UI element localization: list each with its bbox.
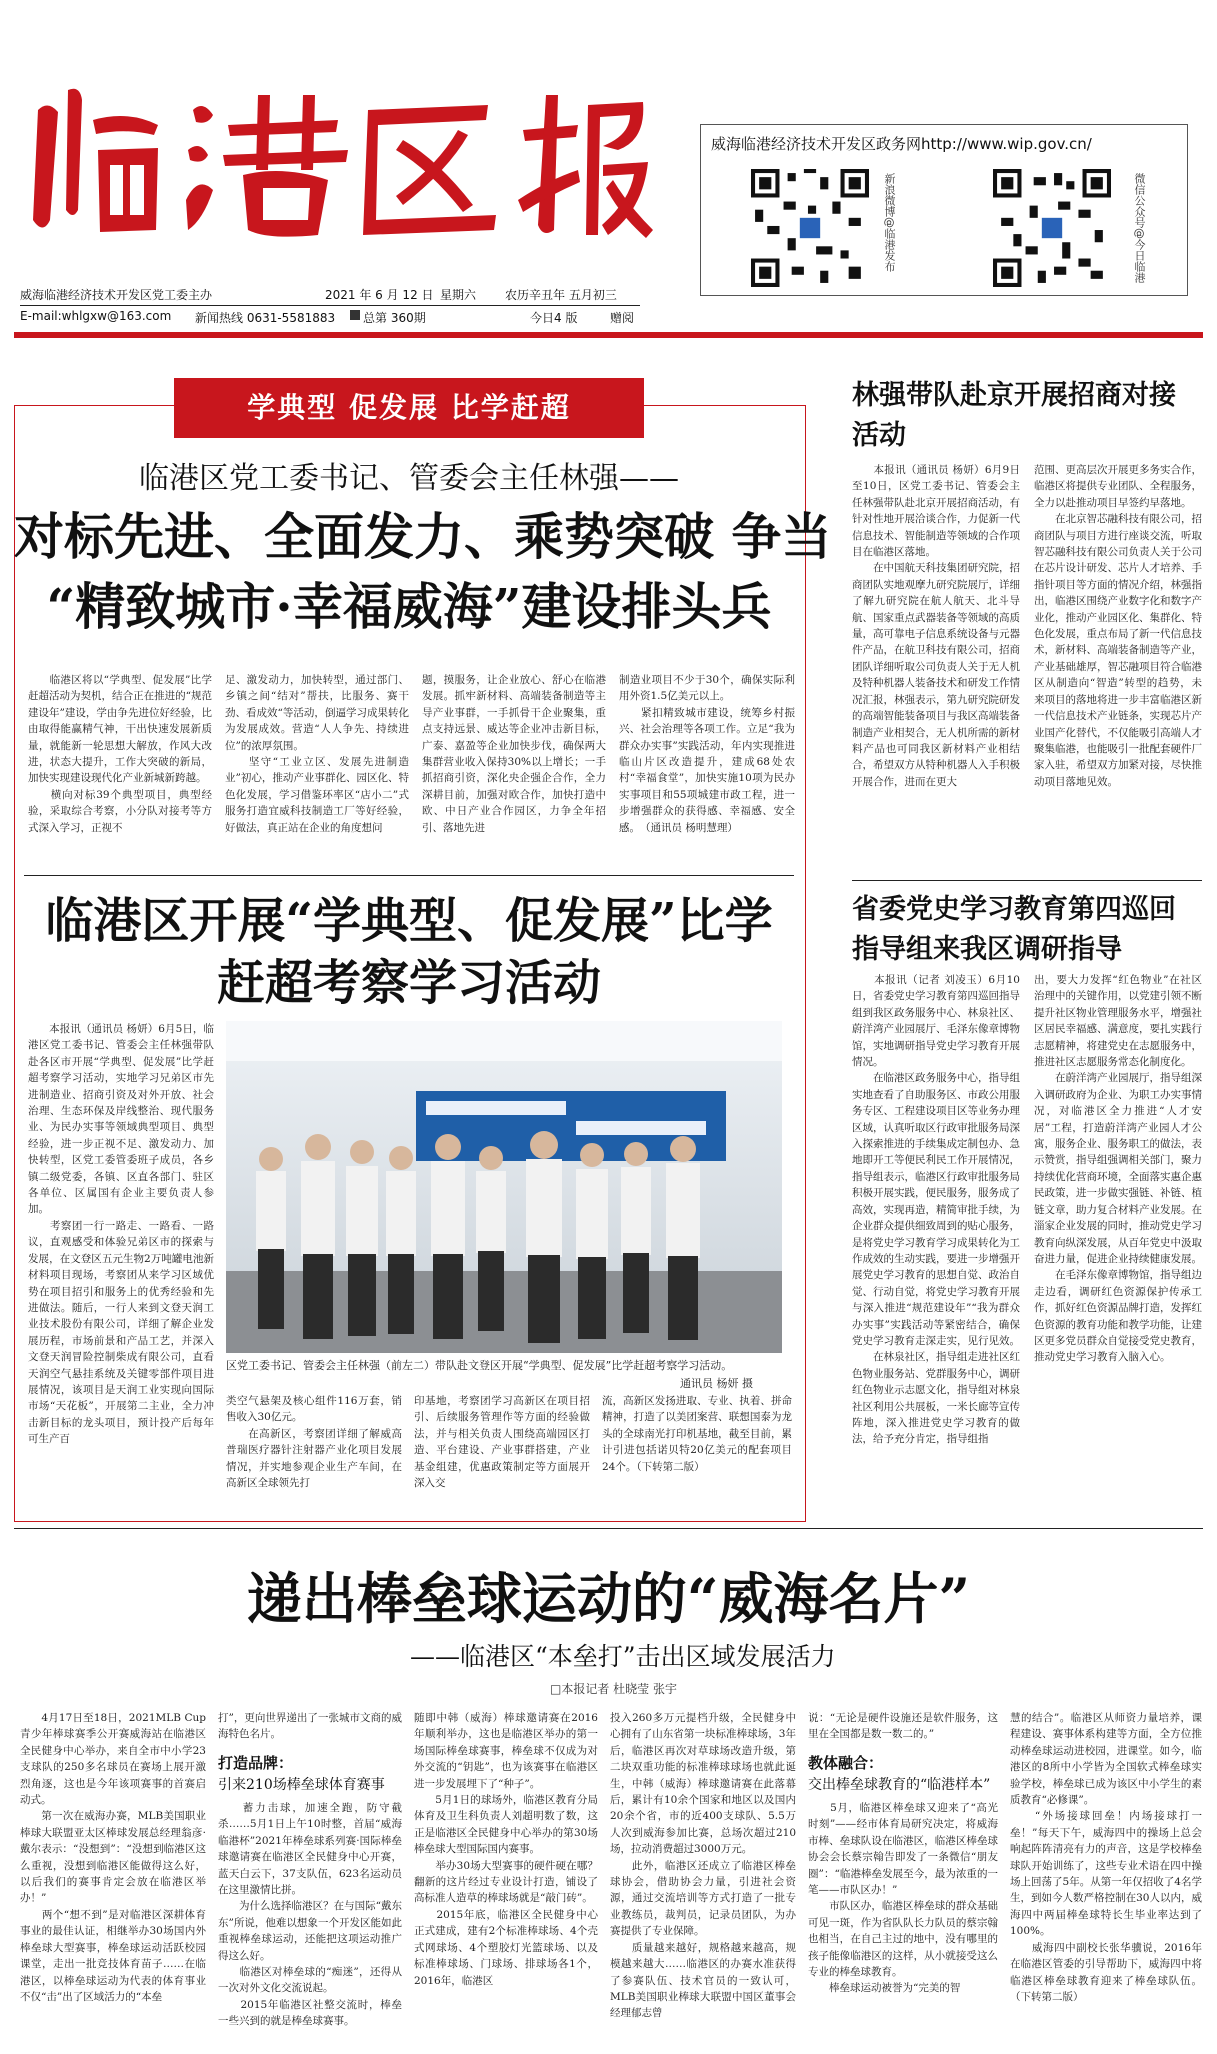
qr-label-weibo: 新浪微博@临港发布 — [883, 173, 896, 272]
feature-column-3: 随即中韩（威海）棒球邀请赛在2016年顺利举办，这也是临港区举办的第一场国际棒垒球赛事，棒垒球不仅成为对外交流的“钥匙”，也为该赛事在临港区进一步发展埋下了“种子”。 5月1日的球场外，临港区教育分局体育及卫生科负责人刘超明数了数，这正是临港区全民健身中心举办的第30场棒垒球大型国际国内赛事。 举办30场大型赛事的硬件硬在哪？翻新的这片经过专业设计打造，铺设了高标准人造草的棒球场就是“敲门砖”。 2015年底，临港区全民健身中心正式建成，建有2个标准棒球场、4个壳式网球场、4个塑胶灯光篮球场、以及标准棒球场、门球场、排球场各1个，2016年，临港区 — [414, 1712, 598, 1987]
feature-column-5-top: 说：“无论是硬件设施还是软件服务，这里在全国都是数一数二的。” — [808, 1712, 998, 1741]
feature-subtitle: ——临港区“本垒打”击出区域发展活力 — [410, 1642, 836, 1671]
feature-column-4: 投入260多万元提档升级，全民健身中心拥有了山东省第一块标准棒球场，3年后，临港区再次对草球场改造升级，第二块双重功能的标准棒球球场也就此诞生，中韩（威海）棒球邀请赛在此落幕后，累计有10余个国家和地区以及国内20余个省，市的近400支球队、5.5万人次到威海参加比赛，总场次超过210场，拉动消费超过3000万元。 此外，临港区还成立了临港区棒垒球协会，借助协会力量，引进社会资源，通过交流培训等方式打造了一批专业教练员，裁判员，记录员团队，为办赛提供了专业保障。 质量越来越好，规格越来越高，规模越来越大……临港区的办赛水准获得了参赛队伍、技术官员的一致认可，MLB美国职业棒球大联盟中国区董事会经理郁志曾 — [610, 1712, 796, 2020]
right-divider — [852, 880, 1202, 881]
publisher: 威海临港经济技术开发区党工委主办 — [20, 288, 213, 302]
contact-box — [700, 124, 1188, 296]
masthead-red-bar — [14, 332, 1203, 338]
feature-column-2-top: 打”，更向世界递出了一张城市文商的威海特色名片。 — [218, 1712, 402, 1741]
lead-column-4: 制造业项目不少于30个，确保实际利用外资1.5亿美元以上。 紧扣精致城市建设，统筹乡村振兴、社会治理等各项工作。立足“我为群众办实事”实践活动，年内实现推进临山片区改造提升，建成68处农村“幸福食堂”，加快实施10项为民办实事项目和55项城建市政工程，进一步增强群众的获得感、幸福感、安全感。 （通讯员 杨明慧理） — [619, 674, 795, 834]
info-row-2 — [20, 309, 840, 327]
info-divider — [20, 305, 640, 306]
feature-section2-subheading: 交出棒垒球教育的“临港样本” — [808, 1777, 991, 1793]
website-url[interactable]: 威海临港经济技术开发区政务网http://www.wip.gov.cn/ — [711, 135, 1092, 153]
square-icon — [350, 310, 360, 320]
feature-byline: □本报记者 杜晓莹 张宇 — [550, 1682, 677, 1696]
story2-headline-line2[interactable]: 赶超考察学习活动 — [216, 955, 601, 1011]
info-row-1 — [20, 286, 840, 304]
page-count: 今日4 版 — [530, 311, 578, 325]
lead-column-2: 足、激发动力，加快转型，通过部门、乡镇之间“结对”帮扶，比服务、赛干劲、看成效“等活动，倒逼学习成果转化为发展成效。营造“人人争先、持续进位”的浓厚氛围。 坚守“工业立区、发展先进制造业”初心，推动产业事群化、园区化、特色化发展，学习借鉴环率区“店小二”式服务打造宜威科技制造工厂等好经验，好做法，真正站在企业的角度想问 — [225, 674, 409, 834]
issue-number: 总第 360期 — [363, 311, 426, 325]
feature-section1-heading: 打造品牌： — [218, 1754, 294, 1772]
issue-date: 2021 年 6 月 12 日 — [325, 288, 434, 302]
feature-column-6: 慧的结合”。临港区从师资力量培养，课程建设、赛事体系构建等方面，全方位推动棒垒球运动进校园，进课堂。如今，临港区的8所中小学皆为全国软式棒垒球实验学校，棒垒球已成为该区中小学生的素质教育“必修课”。 “外场接球回垒！内场接球打一垒！”每天下午，威海四中的操场上总会响起阵阵清亮有力的声音，这是学校棒垒球队开始训练了，这些专业术语在四中操场上回荡了5年。从第一年仅招收了4名学生，到如今人数严格控制在30人以内，威海四中两届棒垒球特长生毕业率达到了100%。 威海四中副校长张华骥说，2016年在临港区管委的引导帮助下，威海四中将临港区棒垒球教育迎来了棒垒球队伍。（下转第二版） — [1010, 1712, 1202, 2003]
lunar-date: 农历辛丑年 五月初三 — [505, 288, 617, 302]
right-story2-left: 本报讯（记者 刘凌玉）6月10日，省委党史学习教育第四巡回指导组到我区政务服务中心、林泉社区、蔚洋湾产业园展厅、毛泽东像章博物馆，实地调研指导党史学习教育开展情况。 在临港区政务服务中心，指导组实地查看了自助服务区、市政公用服务专区、工程建设项目区等业务办理区域，认真听取区行政审批服务局深入探索推进的手续集成定制包办、急地即开工等便民利民工作开展情况，指导组表示，临港区行政审批服务局积极开展实践，便民服务，服务成了高效，实现再造，精简审批手续，为企业群众提供细致周到的贴心服务，是将党史学习教育学习成果转化为工作成效的生动实践，要进一步增强开展党史学习教育的思想自觉、政治自觉、行动自觉，将党史学习教育开展与深入推进“规范建设年”“我为群众办实事”实践活动等紧密结合，确保党史学习教育走深走实，见行见效。 在林泉社区，指导组走进社区红色物业服务站、党群服务中心，调研红色物业示志愿文化，指导组对林泉社区利用公共展板，一米长廊等宣传阵地，深入推进党史学习教育的做法，给予充分肯定，指导组指 — [852, 974, 1020, 1446]
qr-code-weibo[interactable] — [751, 169, 869, 287]
event-photo[interactable] — [226, 1021, 782, 1353]
story2-bottom-column-3: 流，高新区发扬进取、专业、执着、拼命精神，打造了以美团案营、联想国泰为龙头的全球南光打印机基地，截至目前，累计引进包括诺贝特20亿美元的配套项目24个。（下转第二版） — [602, 1395, 792, 1473]
feature-section1-subheading: 引来210场棒垒球体育赛事 — [218, 1777, 385, 1793]
lead-column-1: 临港区将以“学典型、促发展”比学赶超活动为契机，结合正在推进的“规范建设年”建设，学由争先进位好经验，比由取得能赢精气神，干出快速发展新质量，就能新一轮思想大解放，作风大改进，状态大提升，工作大突破的新局，加快实现建设现代化产业新城新跨越。 横向对标39个典型项目，典型经验，采取综合考察，小分队对接考等方式深入学习，正视不 — [28, 674, 212, 834]
qr-code-wechat[interactable] — [993, 169, 1111, 287]
feature-title[interactable]: 递出棒垒球运动的“威海名片” — [246, 1566, 971, 1631]
feature-top-rule — [14, 1528, 1203, 1529]
email[interactable]: E-mail:whlgxw@163.com — [20, 309, 172, 323]
story2-left-column: 本报讯（通讯员 杨妍）6月5日，临港区党工委书记、管委会主任林强带队赴各区市开展“学典型、促发展”比学赶超考察学习活动，实地学习兄弟区市先进制造业、招商引资及对外开放、社会治理、生态环保及岸线整治、现代服务业、为民办实事等领域典型项目、典型经验，进一步正视不足、激发动力、加快转型，区党工委管委班子成员，各乡镇二级党委，各镇、区直各部门、驻区各单位、区属国有企业主要负责人参加。 考察团一行一路走、一路看、一路议，直观感受和体验兄弟区市的探索与发展，在文登区五元生物2万吨罐电池新材料项目现场，考察团从来学习区域优势在项目招引和服务上的优秀经验和先进做法。随后，一行人来到文登天润工业技术股份有限公司，详细了解企业发展历程，市场前景和产品工艺，并深入文登天润冒险控制柴成有限公司，直看天润空气悬挂系统及关键零部件项目进展情况，该项目是天润工业实现向国际市场“天花板”，开展第二主业，全力冲击新目标的龙头项目，预计投产后每年可生产百 — [28, 1023, 214, 1446]
photo-caption: 区党工委书记、管委会主任林强（前左二）带队赴文登区开展“学典型、促发展”比学赶超考察学习活动。 — [226, 1359, 733, 1372]
story2-bottom-column-2: 印基地，考察团学习高新区在项目招引、后续服务管理作等方面的经验做法，并与相关负责人围绕高端园区打造、平台建设、产业事群搭建，产业基金组建，优惠政策制定等方面展开深入交 — [414, 1395, 590, 1490]
feature-column-2-body: 蓄力击球，加速全跑，防守截杀……5月1日上午10时整，首届“威海临港杯”2021年棒垒球系列赛·国际棒垒球邀请赛在临港区全民健身中心开赛，蓝天白云下，37支队伍，623名运动员在这里激情比拼。 为什么选择临港区？在与国际“戴东东”所说，他难以想象一个开发区能如此重视棒垒球运动，还能把这项运动推广得这么好。 临港区对棒垒球的“痴迷”，还得从一次对外文化交流说起。 2015年临港区社整交流时，棒垒一些兴到的就是棒垒球赛事。 — [218, 1802, 402, 2028]
right-story2-right: 出，要大力发挥“红色物业”在社区治理中的关键作用，以党建引领不断提升社区物业管理服务水平，增强社区居民幸福感、满意度，要扎实践行志愿精神，将建党史在志愿服务中，推进社区志愿服务常态化制度化。 在蔚洋湾产业园展厅，指导组深入调研政府为企业、为职工办实事情况，对临港区全力推进“人才安居”工程，打造蔚洋湾产业园人才公寓，服务企业、服务职工的做法，表示赞赏，指导组强调相关部门，聚力持续优化营商环境，全面落实惠企惠民政策，进一步做实强链、补链、植链文章，助力复合材料产业发展。在淄家企业发展的同时，推动党史学习教育向纵深发展，从百年党史中汲取奋进力量，促进企业持续健康发展。 在毛泽东像章博物馆，指导组边走边看，调研红色资源保护传承工作，抓好红色资源品牌打造，发挥红色资源的教育功能和教学功能，让建区更多党员群众自觉接受党史教育，推动党史学习教育入脑入心。 — [1034, 974, 1202, 1364]
story2-headline-line1[interactable]: 临港区开展“学典型、促发展”比学 — [45, 893, 773, 949]
feature-section2-heading: 教体融合： — [808, 1754, 884, 1772]
campaign-banner — [174, 378, 644, 438]
story2-bottom-column-1: 类空气悬架及核心组件116万套，销售收入30亿元。 在高新区，考察团详细了解威高普瑞医疗器针注射器产业化项目发展情况，并实地参观企业生产车间，在高新区全球领先打 — [226, 1395, 402, 1490]
newspaper-logo — [18, 55, 658, 245]
lead-headline-line1[interactable]: 对标先进、全面发力、乘势突破 争当 — [14, 507, 832, 566]
qr-label-wechat: 微信公众号@今日临港 — [1133, 173, 1146, 283]
lead-headline-line2[interactable]: “精致城市·幸福威海”建设排头兵 — [46, 577, 772, 636]
right-story1-right: 范围、更高层次开展更多务实合作，临港区将提供专业团队、全程服务，全力以赴推动项目早签约早落地。 在北京智芯融科技有限公司，招商团队与项目方进行座谈交流，听取智芯融科技有限公司负责人关于公司在芯片设计研发、芯片人才培养、手指针项目等方面的情况介绍，林强指出，临港区围绕产业数字化和数字产业化，推动产业园区化、集群化、特色化发展，重点布局了新一代信息技术，新材料、高端装备制造等产业，产业基础雄厚，智芯融项目符合临港区从制造向“智造”转型的趋势，未来项目的落地将进一步丰富临港区新一代信息技术产业链条，实现芯片产业国产化替代，不仅能吸引高端人才聚集临港，也能吸引一批配套硬件厂家入驻，希望双方加紧对接，尽快推动项目落地见效。 — [1034, 464, 1202, 788]
free-copy: 赠阅 — [610, 311, 635, 325]
hotline: 新闻热线 0631-5581883 — [195, 311, 336, 325]
lead-kicker: 临港区党工委书记、管委会主任林强—— — [139, 461, 679, 496]
weekday: 星期六 — [440, 288, 477, 302]
photo-credit: 通讯员 杨妍 摄 — [680, 1377, 753, 1390]
right-story1-left: 本报讯（通讯员 杨妍）6月9日至10日，区党工委书记、管委会主任林强带队赴北京开展招商活动，有针对性地开展洽谈合作，力促新一代信息技术、智能制造等领域的合作项目在临港区落地。 在中国航天科技集团研究院，招商团队实地观摩九研究院展厅，详细了解九研究院在航人航天、北斗导航、国家重点武器装备等领域的高质量，高可靠电子信息系统设备与元器件产品，在航卫科技有限公司，招商团队详细听取公司负责人关于无人机及特种机器人装备技术和研发工作情况汇报，林强表示，第九研究院研发的高端智能装备项目与我区高端装备制造产业相契合，无人机所需的新材料产品也可同我区新材料产业相结合，希望双方从特种机器人入手积极开展合作，进而在更大 — [852, 464, 1020, 788]
feature-column-5-body: 5月，临港区棒垒球又迎来了“高光时刻”——经市体育局研究决定，将威海市棒、垒球队设在临港区，临港区棒垒球协会会长蔡宗翰告即发了一条微信“朋友圈”：“临港棒垒发展至今，最为浓重的一笔——市队区办！” 市队区办，临港区棒垒球的群众基础可见一斑，作为省队队长力队员的蔡宗翰也相当，在自己主过的地中，没有哪里的孩子能像临港区的这样，从小就接受这么专业的棒垒球教育。 棒垒球运动被誉为“完美的智 — [808, 1802, 998, 1995]
right-story1-title[interactable]: 林强带队赴京开展招商对接活动 — [852, 380, 1176, 451]
feature-column-1: 4月17日至18日，2021MLB Cup青少年棒球赛季公开赛威海站在临港区全民健身中心举办，来自全市中小学23支球队的250多名球员在赛场上展开激烈角逐，这也是今年该项赛事的首赛启动式。 第一次在威海办赛，MLB美国职业棒球大联盟亚太区棒球发展总经理翁彦·戴尔表示：“没想到”：“没想到临港区这么重视，没想到临港区能做得这么好，以后我们的赛事肯定会放在临港区举办！” 两个“想不到”是对临港区深耕体育事业的最佳认证，相继举办30场国内外棒垒球大型赛事，棒垒球运动活跃校园课堂，走出一批竞技体育苗子……在临港区，以棒垒球运动为代表的体育事业不仅“击”出了区域活力的“本垒 — [20, 1712, 206, 2003]
right-story2-title[interactable]: 省委党史学习教育第四巡回指导组来我区调研指导 — [852, 894, 1176, 965]
lead-divider — [24, 875, 794, 876]
lead-column-3: 题，摸服务，让企业放心、舒心在临港发展。抓牢新材料、高端装备制造等主导产业事群，一手抓骨干企业聚集，重点支持远景、威达等企业冲击新目标，广泰、嘉盈等企业加快步伐，确保两大集群营业收入保持30%以上增长；一手抓招商引资，深化央企强企合作，全力深耕目前，加强对欧合作，加快打造中欧、中日产业合作园区，力争全年招引、落地先进 — [422, 674, 606, 834]
logo-calligraphy — [33, 89, 653, 238]
campaign-banner-text: 学典型 促发展 比学赶超 — [247, 391, 571, 424]
logo-text: 临港区报 — [18, 55, 83, 74]
